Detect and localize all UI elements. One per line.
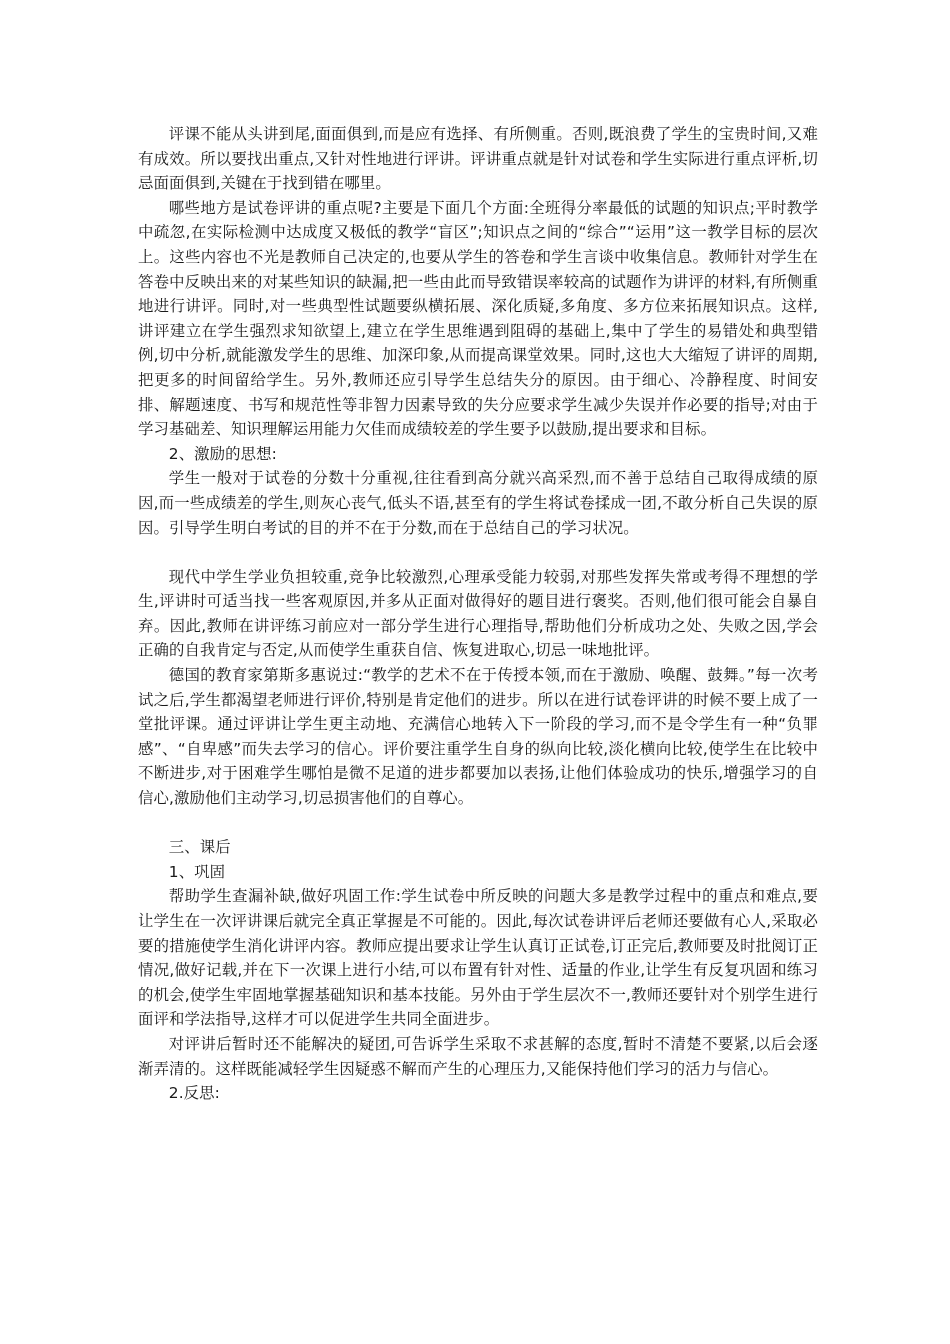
paragraph-psychological-guidance: 现代中学生学业负担较重,竞争比较激烈,心理承受能力较弱,对那些发挥失常或考得不理想的学生,评讲时可适当找一些客观原因,并多从正面对做得好的题目进行褒奖。否则,他们很可能会自暴自弃。因此,教师在讲评练习前应对一部分学生进行心理指导,帮助他们分析成功之处、失败之因,学会正确的自我肯定与否定,从而使学生重获自信、恢复进取心,切忌一味地批评。 [138, 567, 818, 660]
paragraph-unresolved-doubts: 对评讲后暂时还不能解决的疑团,可告诉学生采取不求甚解的态度,暂时不清楚不要紧,以后会逐渐弄清的。这样既能减轻学生因疑惑不解而产生的心理压力,又能保持他们学习的活力与信心。 [138, 1034, 818, 1078]
blank-line [138, 540, 818, 565]
heading-after-class: 三、课后 [168, 838, 231, 857]
heading-reflection: 2.反思: [168, 1084, 220, 1103]
paragraph-diesterweg-quote: 德国的教育家第斯多惠说过:“教学的艺术不在于传授本领,而在于激励、唤醒、鼓舞。”每一次考试之后,学生都渴望老师进行评价,特别是肯定他们的进步。所以在进行试卷评讲的时候不要上成了一堂批评课。通过评讲让学生更主动地、充满信心地转入下一阶段的学习,而不是令学生有一种“负罪感”、“自卑感”而失去学习的信心。评价要注重学生自身的纵向比较,淡化横向比较,使学生在比较中不断进步,对于困难学生哪怕是微不足道的进步都要加以表扬,让他们体验成功的快乐,增强学习的自信心,激励他们主动学习,切忌损害他们的自尊心。 [138, 666, 818, 808]
document-page [138, 122, 818, 1106]
heading-consolidation: 1、巩固 [168, 862, 226, 881]
heading-encouragement: 2、激励的思想: [168, 444, 277, 463]
blank-line [138, 811, 818, 836]
paragraph-focus-selection: 评课不能从头讲到尾,面面俱到,而是应有选择、有所侧重。否则,既浪费了学生的宝贵时间,又难有成效。所以要找出重点,又针对性地进行评讲。评讲重点就是针对试卷和学生实际进行重点评析,切忌面面俱到,关键在于找到错在哪里。 [138, 125, 818, 193]
paragraph-key-points: 哪些地方是试卷评讲的重点呢?主要是下面几个方面:全班得分率最低的试题的知识点;平时教学中疏忽,在实际检测中达成度又极低的教学“盲区”;知识点之间的“综合”“运用”这一教学目标的层次上。这些内容也不光是教师自己决定的,也要从学生的答卷和学生言谈中收集信息。教师针对学生在答卷中反映出来的对某些知识的缺漏,把一些由此而导致错误率较高的试题作为讲评的材料,有所侧重地进行讲评。同时,对一些典型性试题要纵横拓展、深化质疑,多角度、多方位来拓展知识点。这样,讲评建立在学生强烈求知欲望上,建立在学生思维遇到阻碍的基础上,集中了学生的易错处和典型错例,切中分析,就能激发学生的思维、加深印象,从而提高课堂效果。同时,这也大大缩短了讲评的周期,把更多的时间留给学生。另外,教师还应引导学生总结失分的原因。由于细心、冷静程度、时间安排、解题速度、书写和规范性等非智力因素导致的失分应要求学生减少失误并作必要的指导;对由于学习基础差、知识理解运用能力欠佳而成绩较差的学生要予以鼓励,提出要求和目标。 [138, 198, 818, 439]
paragraph-score-attitude: 学生一般对于试卷的分数十分重视,往往看到高分就兴高采烈,而不善于总结自己取得成绩的原因,而一些成绩差的学生,则灰心丧气,低头不语,甚至有的学生将试卷揉成一团,不敢分析自己失误的原因。引导学生明白考试的目的并不在于分数,而在于总结自己的学习状况。 [138, 469, 818, 537]
paragraph-consolidation: 帮助学生查漏补缺,做好巩固工作:学生试卷中所反映的问题大多是教学过程中的重点和难点,要让学生在一次评讲课后就完全真正掌握是不可能的。因此,每次试卷讲评后老师还要做有心人,采取必要的措施使学生消化讲评内容。教师应提出要求让学生认真订正试卷,订正完后,教师要及时批阅订正情况,做好记载,并在下一次课上进行小结,可以布置有针对性、适量的作业,让学生有反复巩固和练习的机会,使学生牢固地掌握基础知识和基本技能。另外由于学生层次不一,教师还要针对个别学生进行面评和学法指导,这样才可以促进学生共同全面进步。 [138, 887, 818, 1029]
